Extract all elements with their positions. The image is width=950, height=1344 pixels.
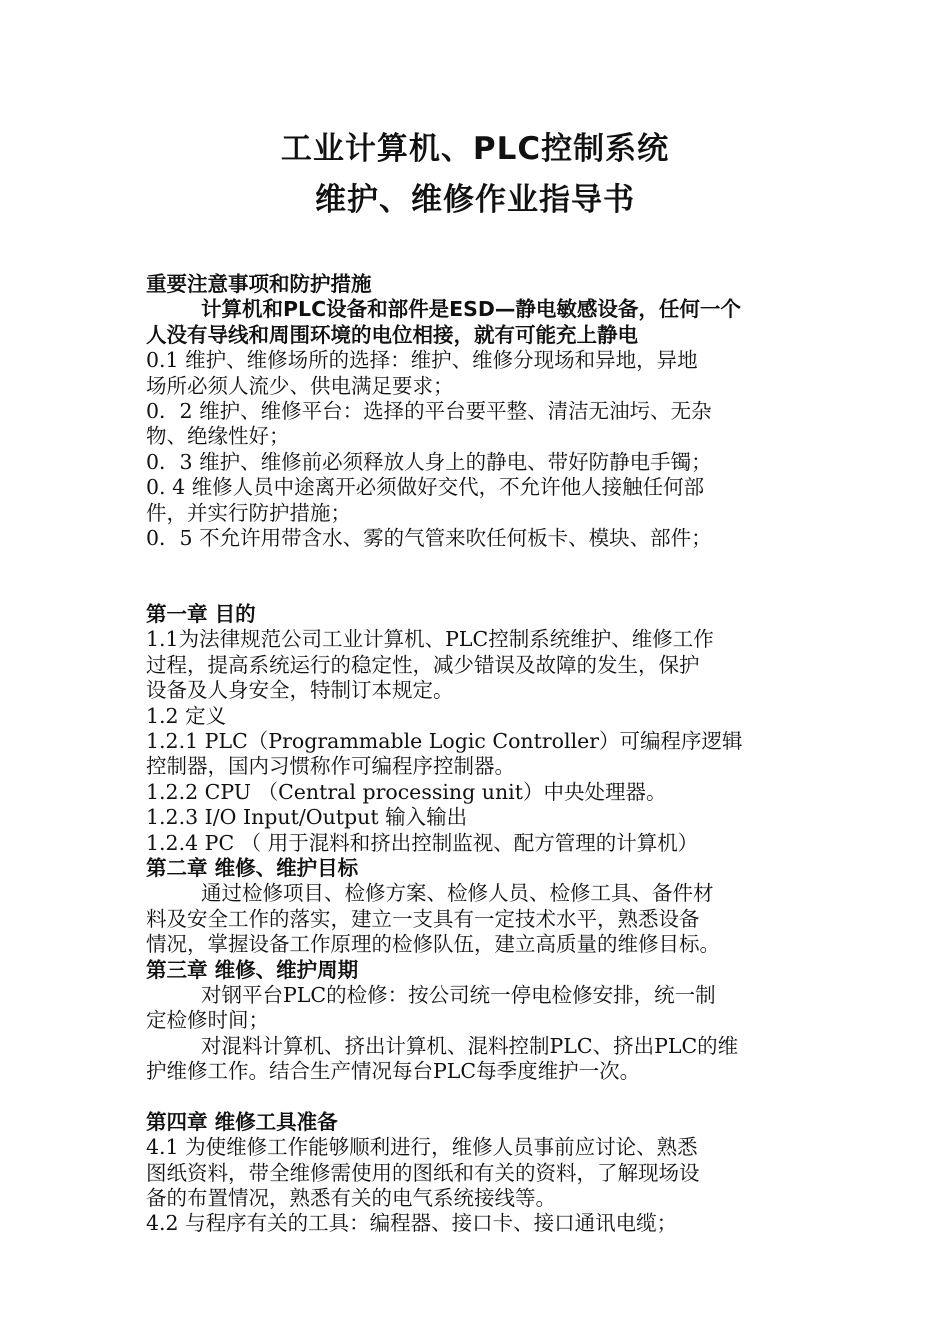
chapter-1-heading: 第一章 目的 <box>146 602 256 627</box>
precaution-item-0-2-cont: 物、绝缘性好； <box>146 424 290 449</box>
chapter-4-item-4-1-cont: 图纸资料，带全维修需使用的图纸和有关的资料，了解现场设 <box>146 1160 700 1185</box>
definition-cpu: 1.2.2 CPU （Central processing unit）中央处理器。 <box>146 779 667 804</box>
document-title-line-2: 维护、维修作业指导书 <box>315 182 635 218</box>
precaution-item-0-2: 0．2 维护、维修平台：选择的平台要平整、清洁无油圬、无杂 <box>146 398 712 423</box>
chapter-1-paragraph: 1.1为法律规范公司工业计算机、PLC控制系统维护、维修工作 <box>146 627 714 652</box>
chapter-3-paragraph-1: 对钢平台PLC的检修：按公司统一停电检修安排，统一制 <box>201 982 716 1007</box>
precaution-item-0-4-cont: 件，并实行防护措施； <box>146 500 351 525</box>
precaution-item-0-4: 0. 4 维修人员中途离开必须做好交代，不允许他人接触任何部 <box>146 475 705 500</box>
document-body <box>146 272 810 1237</box>
chapter-3-paragraph-2-cont: 护维修工作。结合生产情况每台PLC每季度维护一次。 <box>146 1059 641 1084</box>
spacer <box>146 551 810 576</box>
chapter-1-paragraph-cont: 过程，提高系统运行的稳定性，减少错误及故障的发生，保护 <box>146 652 700 677</box>
chapter-3-heading: 第三章 维修、维护周期 <box>146 957 359 982</box>
precaution-item-0-3: 0．3 维护、维修前必须释放人身上的静电、带好防静电手镯； <box>146 449 712 474</box>
definition-plc: 1.2.1 PLC（Programmable Logic Controller）可编程序逻辑 <box>146 729 743 754</box>
precaution-item-0-1: 0.1 维护、维修场所的选择：维护、维修分现场和异地，异地 <box>146 348 698 373</box>
chapter-2-paragraph-cont: 料及安全工作的落实，建立一支具有一定技术水平，熟悉设备 <box>146 906 700 931</box>
spacer <box>146 1085 810 1110</box>
definition-pc: 1.2.4 PC （ 用于混料和挤出控制监视、配方管理的计算机） <box>146 830 699 855</box>
chapter-2-paragraph: 通过检修项目、检修方案、检修人员、检修工具、备件材 <box>201 881 714 906</box>
precaution-item-0-1-cont: 场所必须人流少、供电满足要求； <box>146 373 454 398</box>
definitions-heading: 1.2 定义 <box>146 703 227 728</box>
precautions-heading: 重要注意事项和防护措施 <box>146 272 372 296</box>
chapter-4-item-4-1: 4.1 为使维修工作能够顺利进行，维修人员事前应讨论、熟悉 <box>146 1135 698 1160</box>
esd-warning-line-2: 人没有导线和周围环境的电位相接，就有可能充上静电 <box>146 322 638 347</box>
spacer <box>146 577 810 602</box>
document-title-line-1: 工业计算机、PLC控制系统 <box>280 131 670 167</box>
chapter-4-item-4-2: 4.2 与程序有关的工具：编程器、接口卡、接口通讯电缆； <box>146 1211 678 1236</box>
chapter-2-paragraph-cont: 情况，掌握设备工作原理的检修队伍，建立高质量的维修目标。 <box>146 932 720 957</box>
chapter-3-paragraph-1-cont: 定检修时间； <box>146 1008 269 1033</box>
definition-plc-cont: 控制器，国内习惯称作可编程序控制器。 <box>146 754 515 779</box>
esd-warning-line-1: 计算机和PLC设备和部件是ESD—静电敏感设备，任何一个 <box>201 297 741 322</box>
chapter-4-item-4-1-cont: 备的布置情况，熟悉有关的电气系统接线等。 <box>146 1186 556 1211</box>
chapter-4-heading: 第四章 维修工具准备 <box>146 1109 338 1134</box>
chapter-1-paragraph-cont: 设备及人身安全，特制订本规定。 <box>146 678 454 703</box>
chapter-3-paragraph-2: 对混料计算机、挤出计算机、混料控制PLC、挤出PLC的维 <box>201 1033 739 1058</box>
chapter-2-heading: 第二章 维修、维护目标 <box>146 855 359 880</box>
definition-io: 1.2.3 I/O Input/Output 输入输出 <box>146 805 468 830</box>
precaution-item-0-5: 0．5 不允许用带含水、雾的气管来吹任何板卡、模块、部件； <box>146 525 712 550</box>
